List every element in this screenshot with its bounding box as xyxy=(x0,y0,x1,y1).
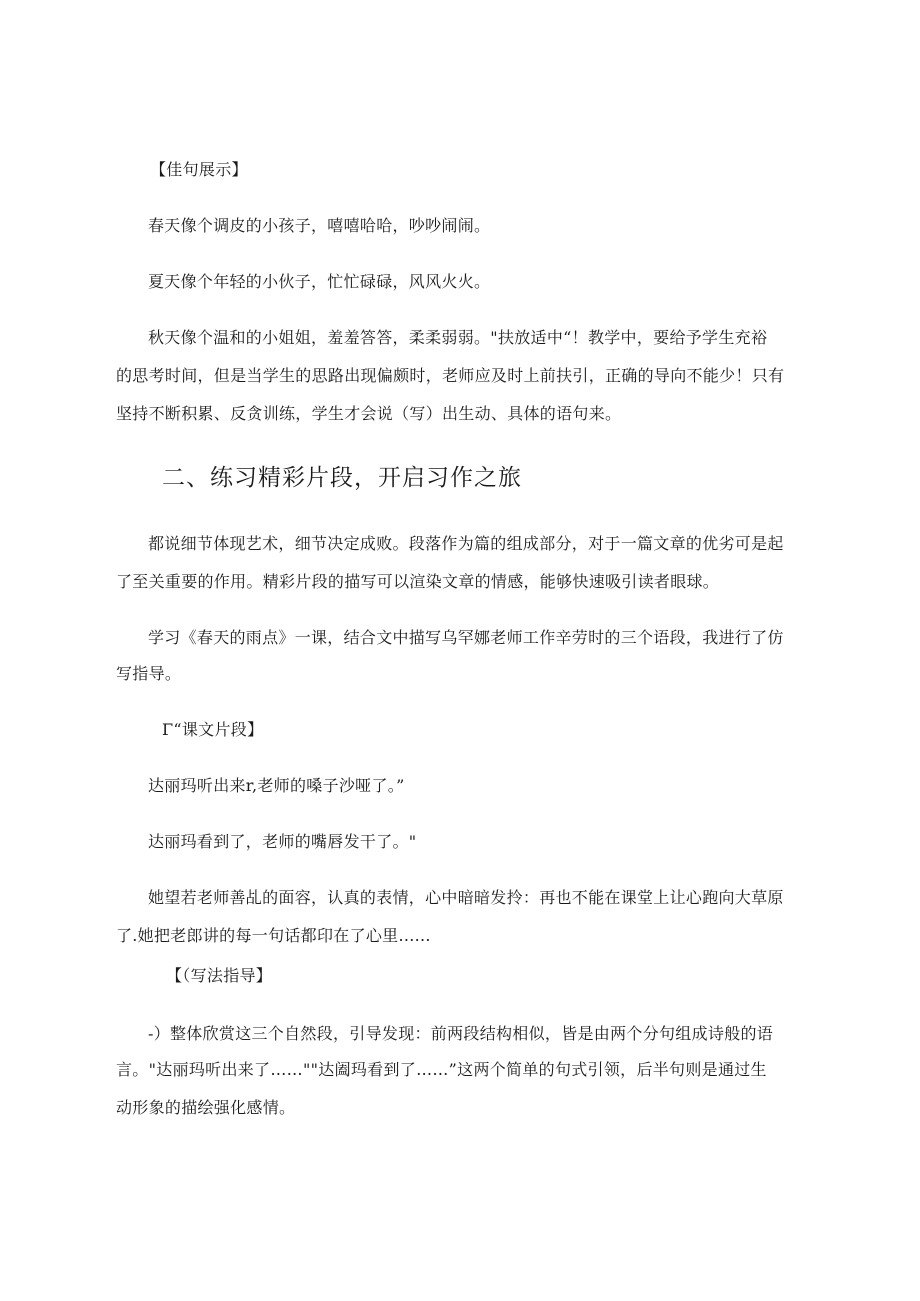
section-label-good-sentences: 【佳句展示】 xyxy=(150,160,248,179)
section-label-text-excerpt: Γ“课文片段】 xyxy=(162,720,264,739)
paragraph-line: 了.她把老郎讲的每一句话都印在了心里...... xyxy=(116,926,431,945)
paragraph-line: 都说细节体现艺术，细节决定成败。段落作为篇的组成部分，对于一篇文章的优劣可是起 xyxy=(148,534,784,553)
paragraph-line: 春天像个调皮的小孩子，嘻嘻哈哈，吵吵闹闹。 xyxy=(148,216,491,235)
paragraph-line: 了至关重要的作用。精彩片段的描写可以渲染文章的情感，能够快速吸引读者眼球。 xyxy=(116,572,720,591)
paragraph-line: 达丽玛听出来r,老师的嗓子沙哑了。” xyxy=(148,776,405,795)
paragraph-line: 达丽玛看到了，老师的嘴唇发干了。" xyxy=(148,832,417,851)
paragraph-line: 言。"达丽玛听出来了……""达阖玛看到了……”这两个简单的句式引领，后半句则是通过生 xyxy=(116,1060,767,1079)
paragraph-line: 秋天像个温和的小姐姐，羞羞答答，柔柔弱弱。"扶放适中“！教学中，要给予学生充裕 xyxy=(148,328,768,347)
paragraph-line: -）整体欣赏这三个自然段，引导发现：前两段结构相似，皆是由两个分句组成诗般的语 xyxy=(148,1024,774,1043)
paragraph-line: 她望若老师善乩的面容，认真的表情，心中暗暗发拎：再也不能在课堂上让心跑向大草原 xyxy=(148,888,784,907)
paragraph-line: 的思考时间，但是当学生的思路出现偏颇时，老师应及时上前扶引，正确的导向不能少！只有 xyxy=(116,366,785,385)
paragraph-line: 学习《春天的雨点》一课，结合文中描写乌罕娜老师工作辛劳时的三个语段，我进行了仿 xyxy=(148,628,784,647)
paragraph-line: 动形象的描绘强化感情。 xyxy=(116,1098,296,1117)
paragraph-line: 写指导。 xyxy=(116,664,182,683)
paragraph-line: 坚持不断积累、反贪训练，学生才会说（写）出生动、具体的语句来。 xyxy=(116,404,622,423)
section-label-writing-guide: 【（写法指导】 xyxy=(166,966,273,985)
section-heading: 二、练习精彩片段，开启习作之旅 xyxy=(162,465,522,491)
paragraph-line: 夏天像个年轻的小伙子，忙忙碌碌，风风火火。 xyxy=(148,272,491,291)
